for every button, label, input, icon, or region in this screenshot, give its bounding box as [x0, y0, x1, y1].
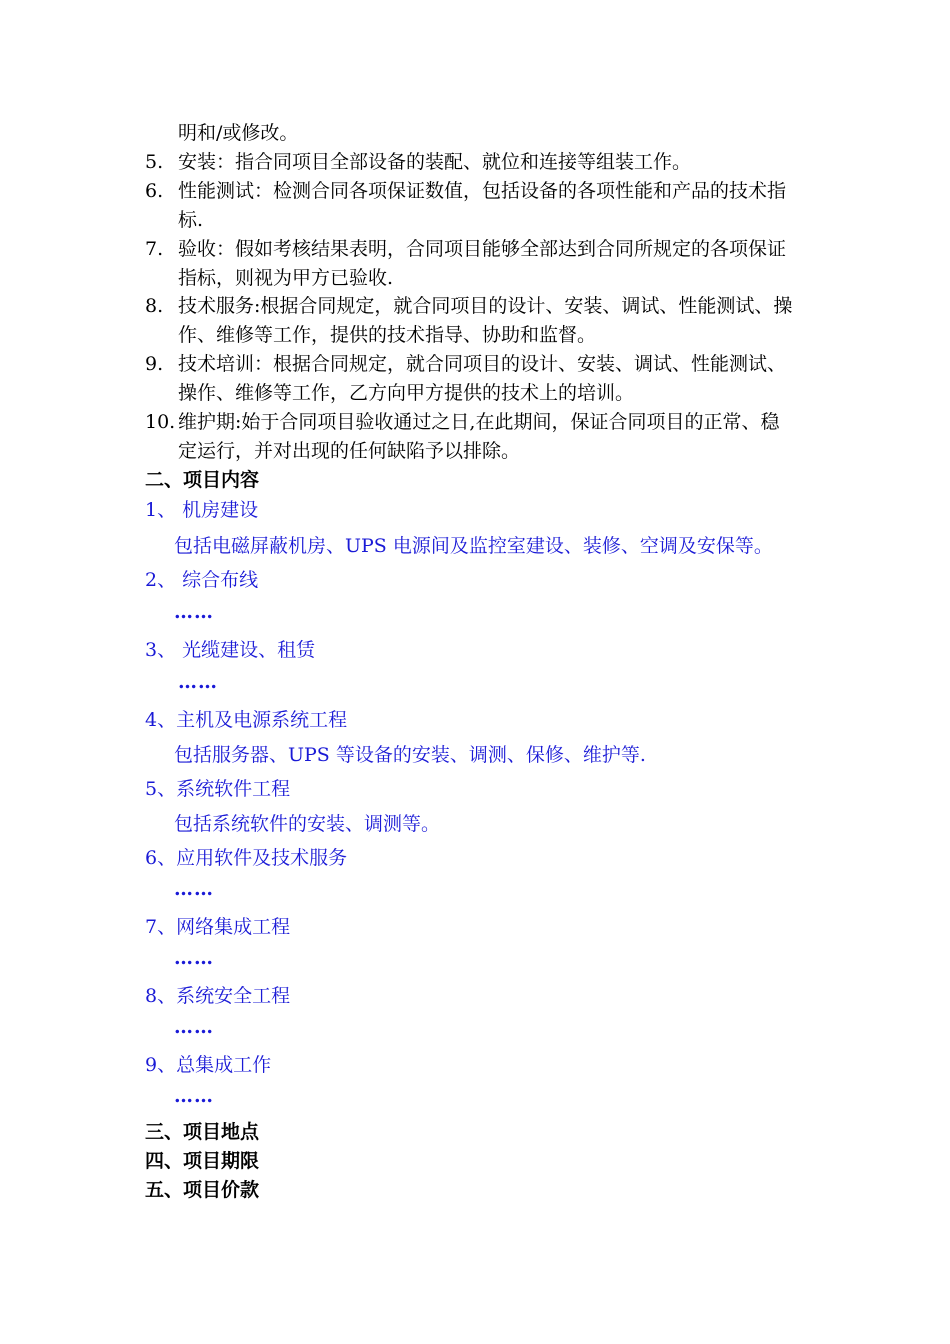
definition-4-continuation: 明和/或修改。: [178, 122, 299, 144]
definition-7-number: 7.: [145, 238, 164, 260]
definition-6-line-2: 标.: [178, 209, 204, 231]
content-item-3-title: 3、 光缆建设、租赁: [145, 639, 316, 661]
content-item-6-ellipsis: ……: [174, 878, 214, 900]
definition-5-number: 5.: [145, 151, 164, 173]
definition-6-number: 6.: [145, 180, 164, 202]
content-item-7-title: 7、网络集成工程: [145, 916, 291, 938]
definition-9-number: 9.: [145, 353, 164, 375]
definition-9-line-1: 技术培训：根据合同规定，就合同项目的设计、安装、调试、性能测试、: [178, 353, 787, 375]
definition-5-text: 安装：指合同项目全部设备的装配、就位和连接等组装工作。: [178, 151, 692, 173]
content-item-6-title: 6、应用软件及技术服务: [145, 847, 348, 869]
content-item-3-ellipsis: ……: [178, 671, 218, 693]
content-item-4-desc: 包括服务器、UPS 等设备的安装、调测、保修、维护等.: [174, 744, 646, 766]
section-5-heading: 五、项目价款: [145, 1179, 260, 1201]
content-item-1-title: 1、 机房建设: [145, 499, 259, 521]
definition-9-line-2: 操作、维修等工作，乙方向甲方提供的技术上的培训。: [178, 382, 635, 404]
content-item-2-title: 2、 综合布线: [145, 569, 259, 591]
content-item-8-ellipsis: ……: [174, 1016, 214, 1038]
content-item-5-title: 5、系统软件工程: [145, 778, 291, 800]
definition-8-line-1: 技术服务:根据合同规定，就合同项目的设计、安装、调试、性能测试、操: [178, 295, 793, 317]
definition-6-line-1: 性能测试：检测合同各项保证数值，包括设备的各项性能和产品的技术指: [178, 180, 787, 202]
section-4-heading: 四、项目期限: [145, 1150, 260, 1172]
definition-8-number: 8.: [145, 295, 164, 317]
section-2-heading: 二、项目内容: [145, 469, 260, 491]
definition-10-number: 10.: [145, 411, 176, 433]
definition-10-line-1: 维护期:始于合同项目验收通过之日,在此期间，保证合同项目的正常、稳: [178, 411, 780, 433]
content-item-1-desc: 包括电磁屏蔽机房、UPS 电源间及监控室建设、装修、空调及安保等。: [174, 535, 773, 557]
definition-8-line-2: 作、维修等工作，提供的技术指导、协助和监督。: [178, 324, 597, 346]
content-item-2-ellipsis: ……: [174, 601, 214, 623]
content-item-4-title: 4、主机及电源系统工程: [145, 709, 348, 731]
content-item-7-ellipsis: ……: [174, 947, 214, 969]
definition-10-line-2: 定运行，并对出现的任何缺陷予以排除。: [178, 440, 521, 462]
content-item-9-title: 9、总集成工作: [145, 1054, 272, 1076]
content-item-5-desc: 包括系统软件的安装、调测等。: [174, 813, 441, 835]
definition-7-line-1: 验收：假如考核结果表明，合同项目能够全部达到合同所规定的各项保证: [178, 238, 787, 260]
section-3-heading: 三、项目地点: [145, 1121, 260, 1143]
definition-7-line-2: 指标，则视为甲方已验收.: [178, 267, 394, 289]
content-item-8-title: 8、系统安全工程: [145, 985, 291, 1007]
content-item-9-ellipsis: ……: [174, 1085, 214, 1107]
